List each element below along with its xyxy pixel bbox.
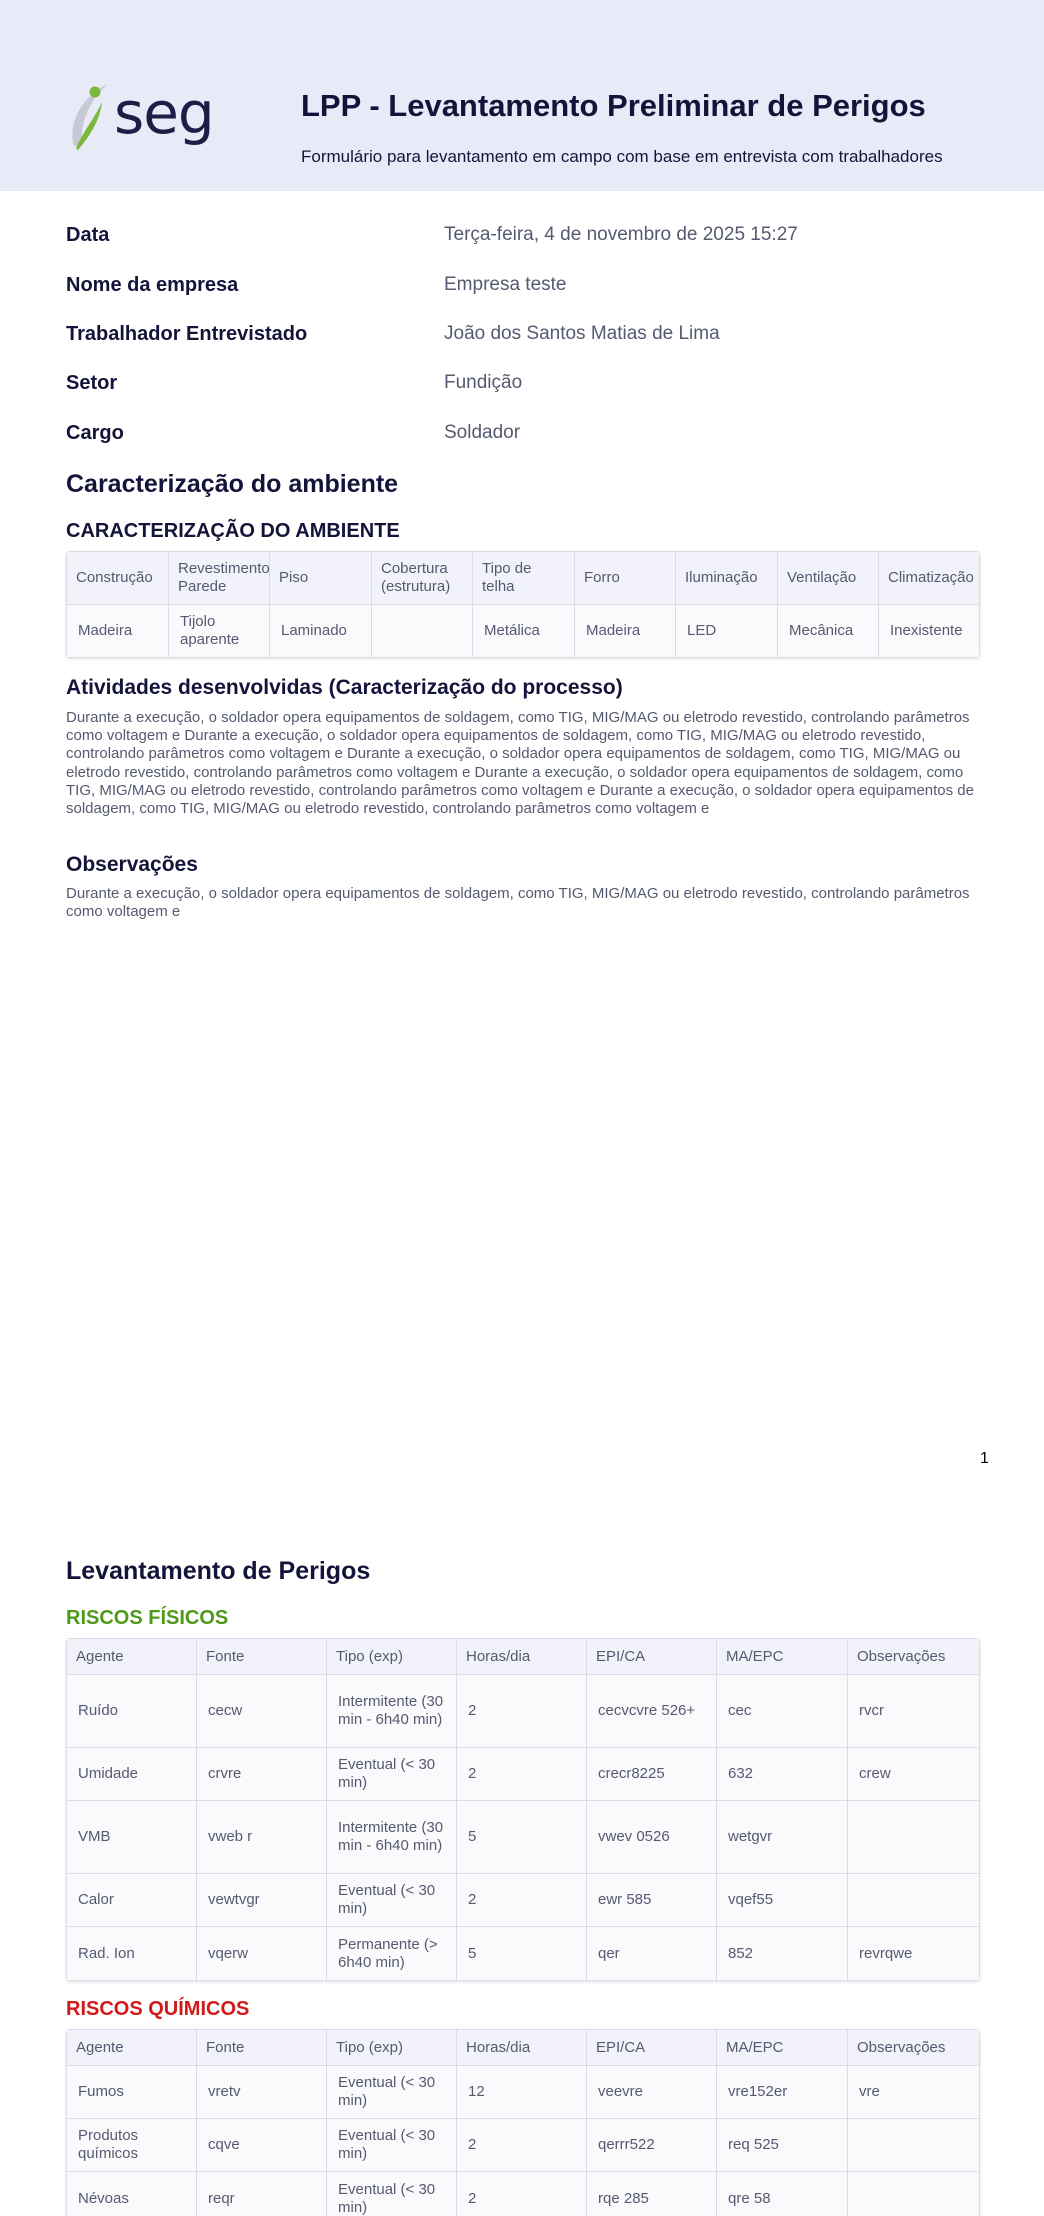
info-value: Terça-feira, 4 de novembro de 2025 15:27 [444, 224, 798, 245]
table-header-cell: Tipo (exp) [327, 1639, 457, 1675]
table-cell: reqr [197, 2172, 327, 2216]
info-row-data [66, 224, 986, 254]
table-cell: 5 [457, 1927, 587, 1980]
table-header-cell: Horas/dia [457, 1639, 587, 1675]
table-header-cell: Agente [67, 2030, 197, 2066]
table-cell [372, 605, 473, 657]
table-cell [848, 1874, 979, 1927]
info-value: João dos Santos Matias de Lima [444, 323, 720, 344]
table-cell: ewr 585 [587, 1874, 717, 1927]
table-cell: cqve [197, 2119, 327, 2172]
table-cell: crew [848, 1748, 979, 1801]
ambiente-table-title: CARACTERIZAÇÃO DO AMBIENTE [66, 520, 400, 542]
table-cell: veevre [587, 2066, 717, 2119]
table-cell: 2 [457, 1675, 587, 1748]
observacoes-text: Durante a execução, o soldador opera equipamentos de soldagem, como TIG, MIG/MAG ou eletrodo revestido, controlando parâmetros como voltagem e [66, 885, 970, 921]
table-header-cell: Fonte [197, 1639, 327, 1675]
table-row [67, 1748, 979, 1801]
observacoes-heading: Observações [66, 853, 198, 876]
table-header-cell: Forro [575, 552, 676, 605]
table-header-cell: Iluminação [676, 552, 778, 605]
table-cell: vre152er [717, 2066, 848, 2119]
table-header-cell: MA/EPC [717, 1639, 848, 1675]
info-value: Soldador [444, 422, 521, 443]
page-number: 1 [980, 1450, 989, 1467]
table-cell: Intermitente (30 min - 6h40 min) [327, 1675, 457, 1748]
table-cell: Madeira [67, 605, 169, 657]
table-cell: 852 [717, 1927, 848, 1980]
table-header-cell: Horas/dia [457, 2030, 587, 2066]
table-header-cell: Fonte [197, 2030, 327, 2066]
page-subtitle: Formulário para levantamento em campo com base em entrevista com trabalhadores [301, 147, 943, 166]
table-cell: Eventual (< 30 min) [327, 1874, 457, 1927]
table-cell: crvre [197, 1748, 327, 1801]
table-cell: Tijolo aparente [169, 605, 270, 657]
table-cell: req 525 [717, 2119, 848, 2172]
riscos-fisicos-table [66, 1638, 980, 1981]
table-cell: Umidade [67, 1748, 197, 1801]
table-header-cell: MA/EPC [717, 2030, 848, 2066]
table-cell: Calor [67, 1874, 197, 1927]
table-row [67, 1675, 979, 1748]
table-cell: Névoas [67, 2172, 197, 2216]
table-cell: 2 [457, 2172, 587, 2216]
table-header-cell: Observações [848, 1639, 979, 1675]
table-cell: Ruído [67, 1675, 197, 1748]
table-header-cell: Climatização [879, 552, 979, 605]
table-cell: cecw [197, 1675, 327, 1748]
info-label: Setor [66, 372, 118, 394]
info-label: Cargo [66, 422, 124, 444]
table-cell: revrqwe [848, 1927, 979, 1980]
ambiente-heading: Caracterização do ambiente [66, 470, 399, 498]
atividades-text: Durante a execução, o soldador opera equipamentos de soldagem, como TIG, MIG/MAG ou eletrodo revestido, controlando parâmetros como voltagem e Durante a execução, o soldador opera equipamentos de soldagem, como TIG, MIG/MAG ou eletrodo revestido, controlando parâmetros como voltagem e Durante a execução, o soldador opera equipamentos de soldagem, como TIG, MIG/MAG ou eletrodo revestido, controlando parâmetros como voltagem e Durante a execução, o soldador opera equipamentos de soldagem, como TIG, MIG/MAG ou eletrodo revestido, controlando parâmetros como voltagem e Durante a execução, o soldador opera equipamentos de soldagem, como TIG, MIG/MAG ou eletrodo revestido, controlando parâmetros como voltagem e [66, 709, 974, 818]
table-cell: qerrr522 [587, 2119, 717, 2172]
table-cell: 2 [457, 1874, 587, 1927]
table-cell: Madeira [575, 605, 676, 657]
table-header-cell: Cobertura (estrutura) [372, 552, 473, 605]
table-header-cell: Construção [67, 552, 169, 605]
table-cell: Eventual (< 30 min) [327, 2119, 457, 2172]
table-cell: vre [848, 2066, 979, 2119]
table-cell: vweb r [197, 1801, 327, 1874]
info-label: Data [66, 224, 110, 246]
info-value: Fundição [444, 372, 523, 393]
table-cell [848, 1801, 979, 1874]
table-cell: qer [587, 1927, 717, 1980]
page-header [0, 0, 1044, 191]
info-row-setor [66, 372, 986, 402]
table-row [67, 2172, 979, 2216]
table-row [67, 1874, 979, 1927]
riscos-quimicos-table [66, 2029, 980, 2216]
table-cell: Produtos químicos [67, 2119, 197, 2172]
table-cell: Laminado [270, 605, 372, 657]
table-cell: Eventual (< 30 min) [327, 2066, 457, 2119]
ambiente-table [66, 551, 980, 658]
table-row [67, 1927, 979, 1980]
table-cell: qre 58 [717, 2172, 848, 2216]
table-cell: vewtvgr [197, 1874, 327, 1927]
table-row [67, 605, 979, 657]
table-header-cell: Piso [270, 552, 372, 605]
table-cell: vqerw [197, 1927, 327, 1980]
table-cell: VMB [67, 1801, 197, 1874]
table-header-cell: EPI/CA [587, 2030, 717, 2066]
table-cell: Inexistente [879, 605, 979, 657]
table-cell: Fumos [67, 2066, 197, 2119]
table-row [67, 2066, 979, 2119]
table-cell: rvcr [848, 1675, 979, 1748]
table-cell: 632 [717, 1748, 848, 1801]
riscos-fisicos-title: RISCOS FÍSICOS [66, 1607, 229, 1629]
table-cell: Metálica [473, 605, 575, 657]
table-cell: Eventual (< 30 min) [327, 1748, 457, 1801]
atividades-heading: Atividades desenvolvidas (Caracterização do processo) [66, 676, 623, 699]
perigos-heading: Levantamento de Perigos [66, 1557, 371, 1585]
table-cell: 2 [457, 1748, 587, 1801]
table-header-cell: Ventilação [778, 552, 879, 605]
table-header-cell: EPI/CA [587, 1639, 717, 1675]
table-cell: 2 [457, 2119, 587, 2172]
table-cell: LED [676, 605, 778, 657]
table-cell: crecr8225 [587, 1748, 717, 1801]
table-cell: Rad. Ion [67, 1927, 197, 1980]
info-row-cargo [66, 422, 986, 452]
table-cell: cec [717, 1675, 848, 1748]
table-row [67, 1801, 979, 1874]
table-cell: vwev 0526 [587, 1801, 717, 1874]
table-cell: rqe 285 [587, 2172, 717, 2216]
table-cell: Mecânica [778, 605, 879, 657]
table-cell: 5 [457, 1801, 587, 1874]
table-cell: vretv [197, 2066, 327, 2119]
table-cell: wetgvr [717, 1801, 848, 1874]
table-header-cell: Observações [848, 2030, 979, 2066]
info-value: Empresa teste [444, 274, 567, 295]
table-header-cell: Revestimento Parede [169, 552, 270, 605]
table-header-cell: Tipo (exp) [327, 2030, 457, 2066]
table-cell: 12 [457, 2066, 587, 2119]
logo-text: seg [114, 79, 214, 147]
info-label: Trabalhador Entrevistado [66, 323, 308, 345]
table-cell: cecvcvre 526+ [587, 1675, 717, 1748]
table-header-cell: Agente [67, 1639, 197, 1675]
table-cell [848, 2119, 979, 2172]
table-cell [848, 2172, 979, 2216]
table-cell: vqef55 [717, 1874, 848, 1927]
table-cell: Eventual (< 30 min) [327, 2172, 457, 2216]
info-label: Nome da empresa [66, 274, 239, 296]
table-cell: Permanente (> 6h40 min) [327, 1927, 457, 1980]
table-header-cell: Tipo de telha [473, 552, 575, 605]
table-row [67, 2119, 979, 2172]
page-title: LPP - Levantamento Preliminar de Perigos [301, 88, 926, 123]
iseg-logo [66, 78, 222, 156]
info-row-empresa [66, 274, 986, 304]
riscos-quimicos-title: RISCOS QUÍMICOS [66, 1998, 250, 2020]
table-cell: Intermitente (30 min - 6h40 min) [327, 1801, 457, 1874]
info-row-trabalhador [66, 323, 986, 353]
